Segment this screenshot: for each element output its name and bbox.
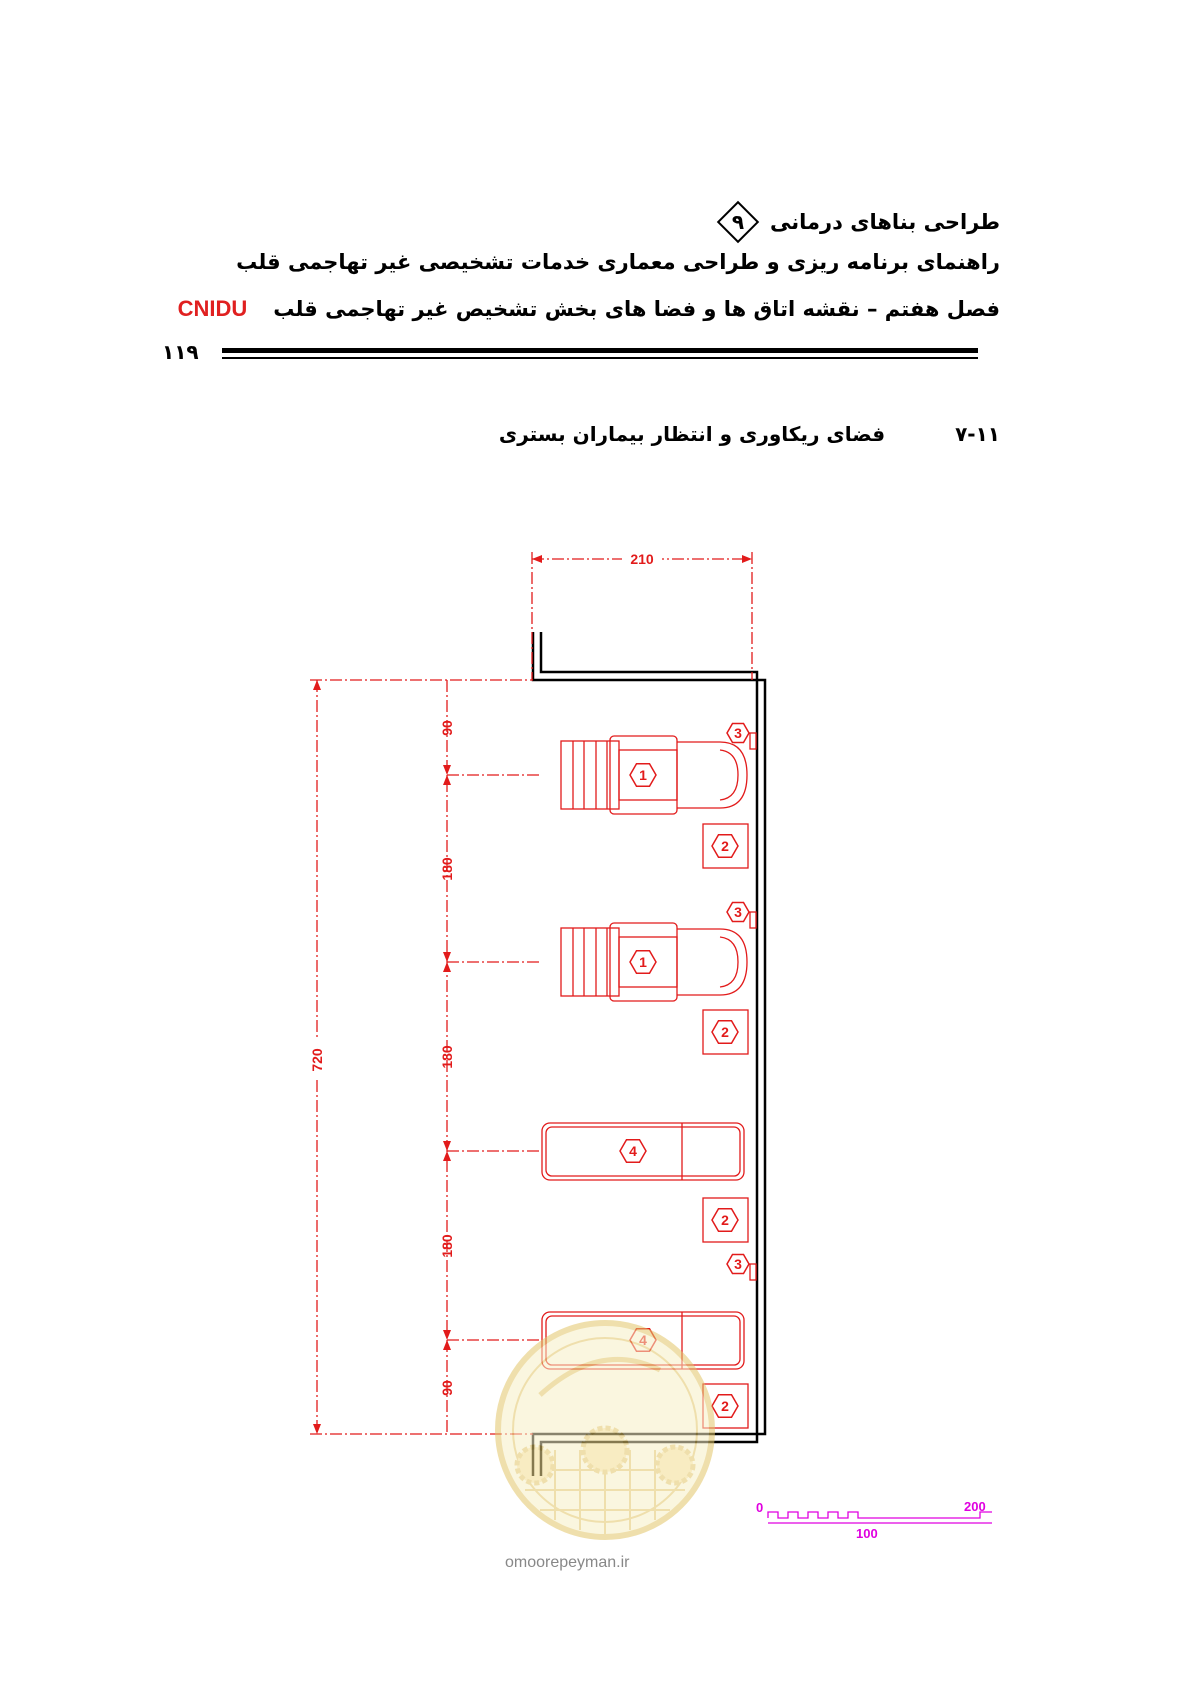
book-title: طراحی بناهای درمانی xyxy=(770,210,1000,234)
tag-label: 2 xyxy=(721,1024,729,1040)
tag-label: 4 xyxy=(629,1143,637,1159)
tag-label: 3 xyxy=(734,1256,742,1272)
arrow-icon xyxy=(313,1424,321,1434)
arrow-icon xyxy=(443,1330,451,1340)
dim-segment-label: 180 xyxy=(439,1045,455,1069)
subtitle: راهنمای برنامه ریزی و طراحی معماری خدمات تشخیصی غیر تهاجمی قلب xyxy=(236,250,1000,274)
tag-label: 1 xyxy=(639,954,647,970)
wall-outlets xyxy=(750,733,756,1280)
wall-tag xyxy=(727,724,749,743)
tag-label: 2 xyxy=(721,838,729,854)
item-tag-side-cabinet xyxy=(712,1209,738,1232)
tag-label: 2 xyxy=(721,1398,729,1414)
item-tag-side-cabinet xyxy=(712,1395,738,1418)
dim-segment-label: 90 xyxy=(439,1380,455,1396)
tag-label: 2 xyxy=(721,1212,729,1228)
dim-segment-label: 180 xyxy=(439,857,455,881)
item-tag-stretcher xyxy=(620,1140,646,1163)
scale-labels xyxy=(756,1499,986,1541)
arrow-icon xyxy=(443,1141,451,1151)
tag-label: 1 xyxy=(639,767,647,783)
chapter-title: فصل هفتم – نقشه اتاق ها و فضا های بخش تشخیص غیر تهاجمی قلب xyxy=(273,297,1000,321)
dim-width-label: 210 xyxy=(630,551,654,567)
arrow-icon xyxy=(443,1340,451,1350)
watermark-seal xyxy=(498,1323,712,1537)
dim-segment-label: 90 xyxy=(439,720,455,736)
wall-tag xyxy=(727,1255,749,1274)
item-tag-recliner-chair xyxy=(630,951,656,974)
arrow-icon xyxy=(443,1151,451,1161)
arrow-icon xyxy=(313,680,321,690)
chapter-code: CNIDU xyxy=(177,296,248,321)
section-title: فضای ریکاوری و انتظار بیماران بستری xyxy=(498,422,886,446)
scale-end-label: 200 xyxy=(964,1499,986,1514)
item-tag-side-cabinet xyxy=(712,835,738,858)
arrow-icon xyxy=(443,775,451,785)
dimensions xyxy=(310,552,752,1434)
dim-total-label: 720 xyxy=(309,1048,325,1072)
arrow-icon xyxy=(532,555,542,563)
scale-mid-label: 100 xyxy=(856,1526,878,1541)
item-tag-side-cabinet xyxy=(712,1021,738,1044)
page-number: ۱۱۹ xyxy=(162,340,199,364)
dimension-labels xyxy=(309,551,662,1396)
book-number: ۹ xyxy=(731,210,745,234)
scale-start-label: 0 xyxy=(756,1500,764,1515)
item-tags xyxy=(620,724,749,1418)
tag-label: 3 xyxy=(734,725,742,741)
watermark-url: omoorepeyman.ir xyxy=(505,1554,630,1571)
dim-segment-label: 180 xyxy=(439,1234,455,1258)
section-number: ۷-۱۱ xyxy=(955,422,1000,446)
scale-bar xyxy=(768,1512,992,1523)
arrow-icon xyxy=(443,765,451,775)
arrow-icon xyxy=(443,952,451,962)
arrow-icon xyxy=(742,555,752,563)
arrow-icon xyxy=(443,962,451,972)
tag-label: 3 xyxy=(734,904,742,920)
wall-tag xyxy=(727,903,749,922)
item-tag-recliner-chair xyxy=(630,764,656,787)
